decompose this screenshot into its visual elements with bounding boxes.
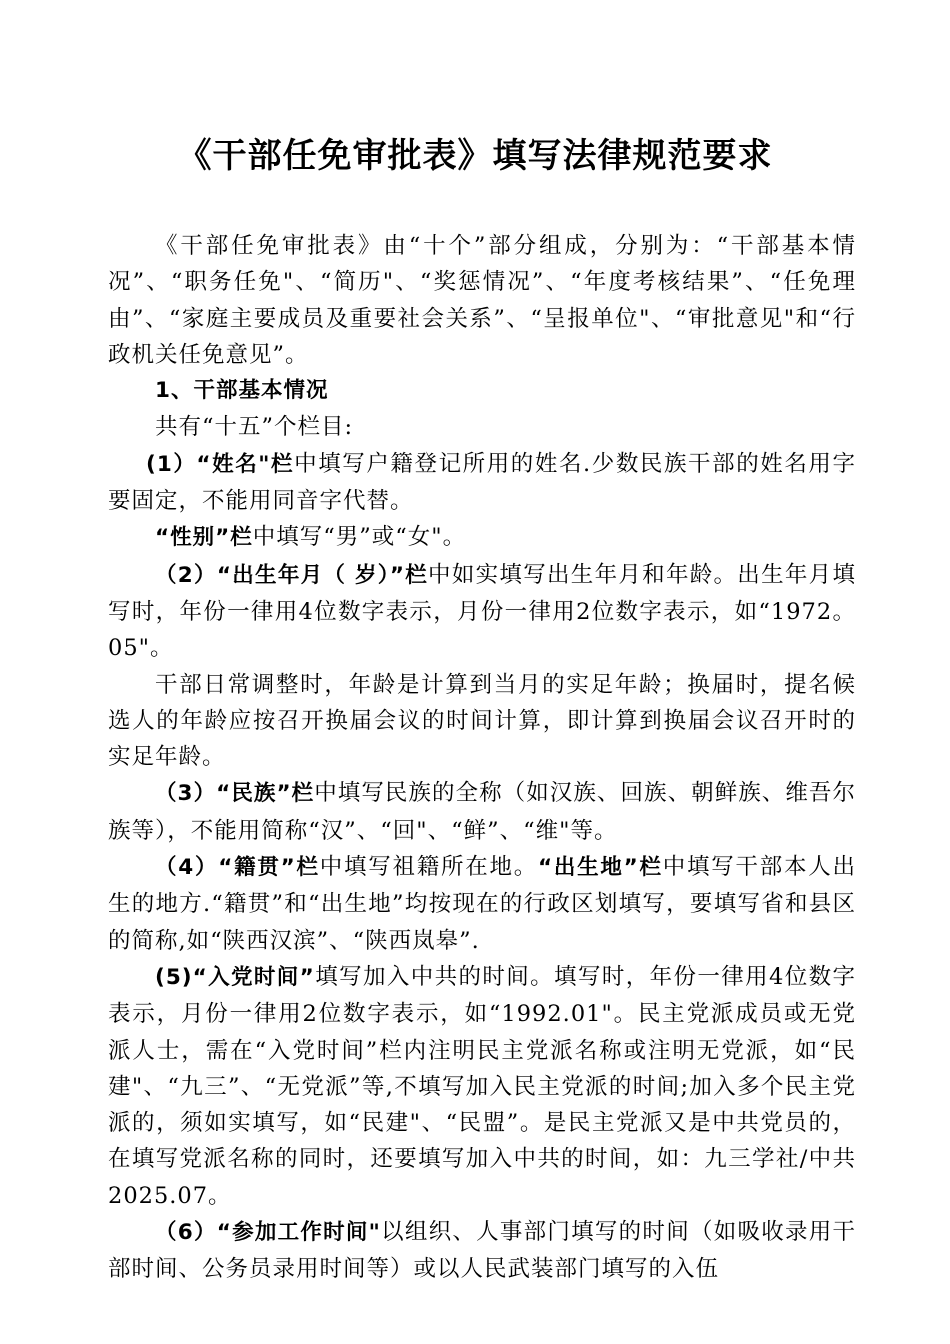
item-origin-label: （4）“籍贯”栏 (155, 855, 320, 881)
item-gender-text: 中填写“男”或“女"。 (252, 524, 467, 551)
item-birth-text: 中如实填写出生年月和年龄。出生年月填写时，年份一律用4位数字表示，月份一律用2位数字表示，如“1972。05"。 (108, 561, 856, 662)
item-party-label: (5)“入党时间” (155, 964, 315, 990)
item-party-paragraph (108, 959, 856, 1214)
item-name-label: (1）“姓名"栏 (146, 451, 295, 477)
intro-paragraph: 《干部任免审批表》由“十个”部分组成，分别为：“干部基本情况”、“职务任免"、“简历"、“奖惩情况”、“年度考核结果”、“任免理由”、“家庭主要成员及重要社会关系”、“呈报单位"、“审批意见"和“行政机关任免意见”。 (108, 233, 856, 368)
item-origin-text: 中填写祖籍所在地。 (319, 854, 538, 881)
document-title: 《干部任免审批表》填写法律规范要求 (177, 136, 773, 176)
item-ethnicity-text: 中填写民族的全称（如汉族、回族、朝鲜族、维吾尔族等），不能用简称“汉”、“回"、“鲜”、“维"等。 (108, 780, 856, 844)
column-count-paragraph: 共有“十五”个栏目: (155, 414, 354, 441)
item-gender-paragraph (108, 519, 856, 556)
item-work-paragraph (108, 1214, 856, 1288)
item-name-text: 中填写户籍登记所用的姓名.少数民族干部的姓名用字要固定，不能用同音字代替。 (108, 450, 856, 515)
document-body (108, 228, 856, 1288)
item-work-text: 以组织、人事部门填写的时间（如吸收录用干部时间、公务员录用时间等）或以人民武装部门填写的入伍 (108, 1219, 856, 1283)
item-birthplace-label: “出生地”栏 (537, 855, 663, 881)
item-name-paragraph (108, 446, 856, 520)
item-birthplace-text: 中填写干部本人出生的地方.“籍贯”和“出生地”均按现在的行政区划填写，要填写省和县区的简称,如“陕西汉滨”、“陕西岚皋”. (108, 854, 856, 954)
item-work-label: （6）“参加工作时间" (155, 1220, 381, 1246)
item-birth-paragraph (108, 557, 856, 667)
item-gender-label: “性别”栏 (155, 525, 253, 551)
age-paragraph: 干部日常调整时，年龄是计算到当月的实足年龄；换届时，提名候选人的年龄应按召开换届会议的时间计算，即计算到换届会议召开时的实足年龄。 (108, 671, 856, 771)
item-ethnicity-label: （3）“民族”栏 (155, 781, 315, 807)
item-birth-label: （2）“出生年月（ 岁）”栏 (155, 562, 429, 588)
item-party-text: 填写加入中共的时间。填写时，年份一律用4位数字表示，月份一律用2位数字表示，如“1992.01"。民主党派成员或无党派人士，需在“入党时间”栏内注明民主党派名称或注明无党派，如“民建"、“九三”、“无党派”等,不填写加入民主党派的时间;加入多个民主党派的，须如实填写，如“民建"、“民盟”。是民主党派又是中共党员的，在填写党派名称的同时，还要填写加入中共的时间，如：九三学社/中共2025.07。 (108, 963, 856, 1209)
section-heading: 1、干部基本情况 (155, 378, 329, 404)
item-ethnicity-paragraph (108, 775, 856, 849)
item-origin-paragraph (108, 849, 856, 959)
